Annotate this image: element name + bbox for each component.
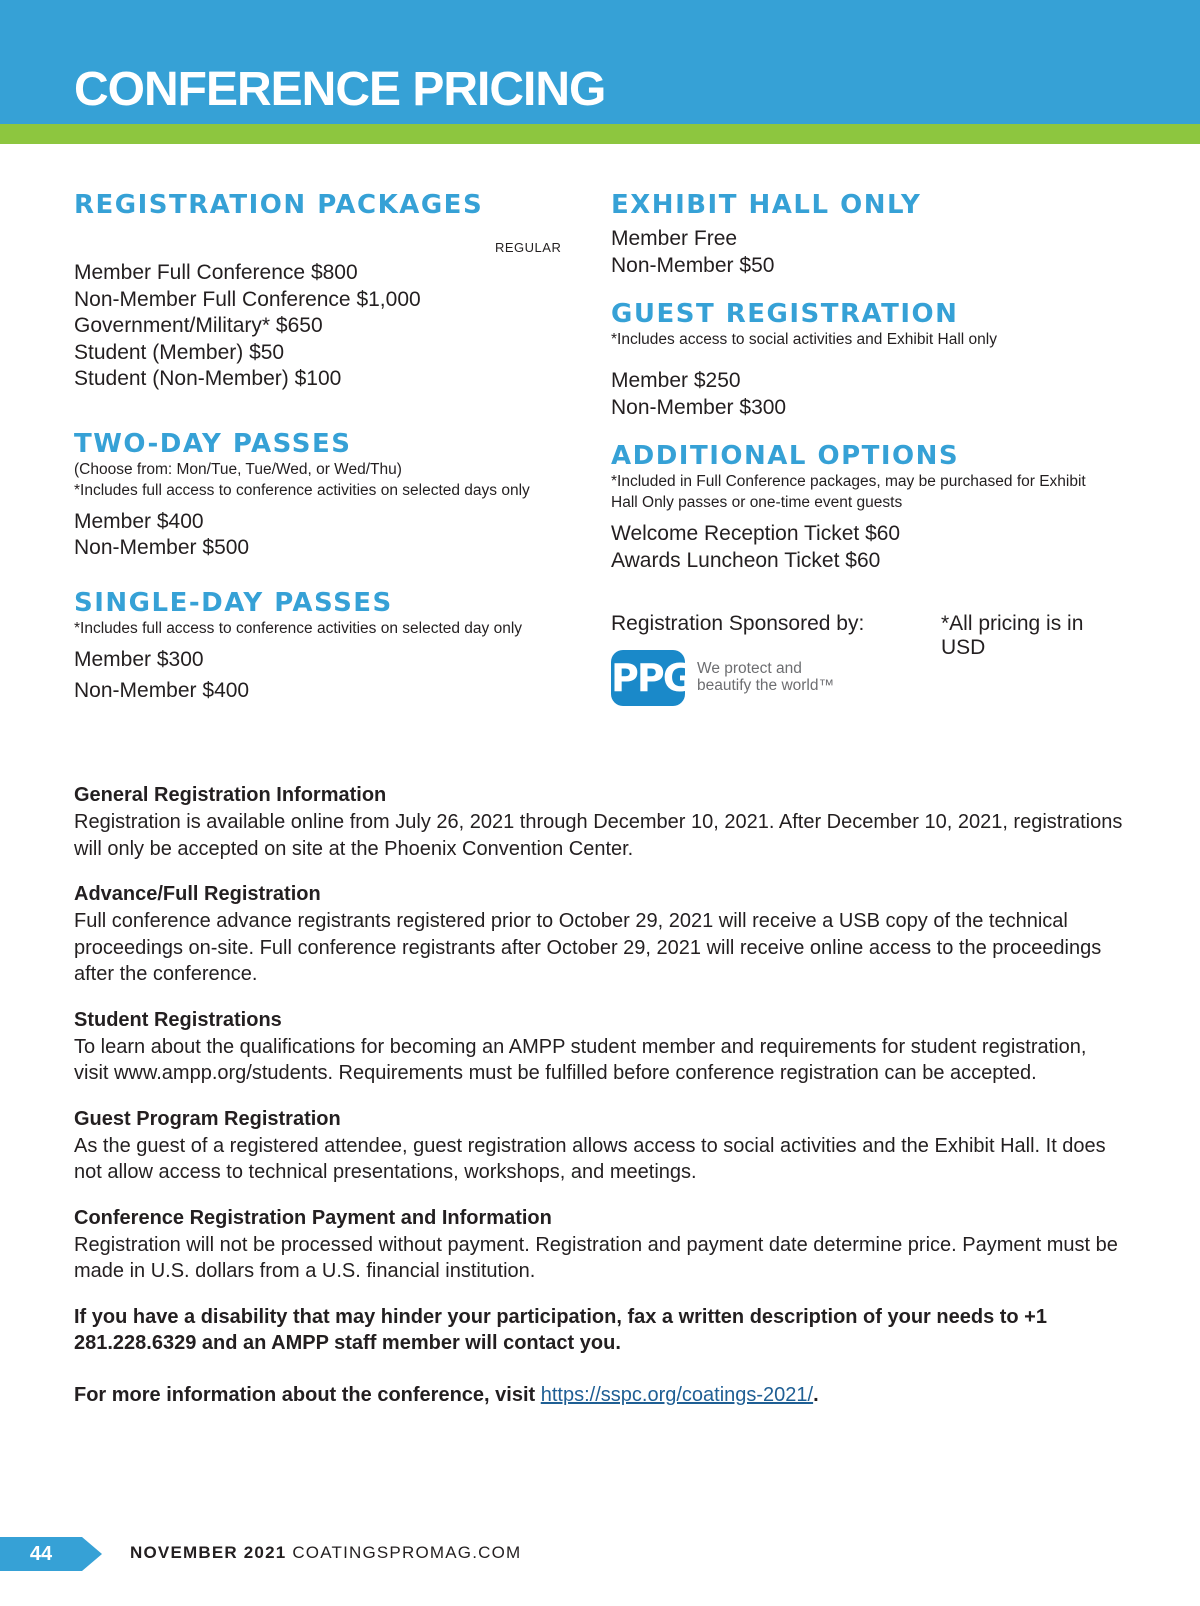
sponsor-line [611,612,1131,659]
ppg-tagline-line1: We protect and [697,660,802,677]
price-row [74,260,564,287]
two-day-note-access: *Includes full access to conference activities on selected days only [74,481,530,499]
info-body: Full conference advance registrants registered prior to October 29, 2021 will receive a USB copy of the technical proceedings on-site. Full conference registrants after October 29, 2021 will receive online access to the proceedings after the conference. [74,910,1102,985]
footer-site: COATINGSPROMAG.COM [292,1543,522,1562]
price-row-value: $60 [845,548,881,572]
price-row-value: Free [693,227,738,250]
ppg-tagline [697,660,834,694]
price-row [611,395,1131,422]
sponsor-label: Registration Sponsored by: [611,612,865,635]
price-row [611,368,1131,395]
price-row-label: Student (Non-Member) [74,367,289,390]
right-column [611,190,1131,706]
price-row-label: Welcome Reception Ticket [611,522,860,545]
price-row-label: Member [74,647,152,671]
disability-notice: If you have a disability that may hinder your participation, fax a written description of your needs to +1 281.228.6329 and an AMPP staff member will contact you. [74,1305,1047,1354]
additional-note: *Included in Full Conference packages, may be purchased for Exhibit Hall Only passes or one-time event guests [611,473,1086,511]
price-row-label: Government/Military* [74,314,271,337]
info-body: As the guest of a registered attendee, guest registration allows access to social activities and the Exhibit Hall. It does not allow access to technical presentations, workshops, and meetings. [74,1134,1106,1183]
price-row-label: Non-Member [611,395,734,419]
guest-note: *Includes access to social activities and Exhibit Hall only [611,331,997,348]
regular-label: REGULAR [495,240,562,255]
info-heading: General Registration Information [74,784,387,806]
price-row-value: $800 [310,261,358,284]
price-row-label: Member Full Conference [74,261,306,284]
info-body: Registration will not be processed without payment. Registration and payment date determine price. Payment must be made in U.S. dollars from a U.S. financial institution. [74,1233,1118,1282]
info-block-student [74,1007,1124,1087]
info-block-payment [74,1205,1124,1285]
guest-registration-heading: GUEST REGISTRATION [611,299,959,329]
price-row-value: $400 [202,678,250,702]
page-number: 44 [0,1537,82,1571]
ppg-tagline-line2: beautify the world™ [697,677,834,694]
more-info-line [74,1382,1124,1409]
two-day-note-days: (Choose from: Mon/Tue, Tue/Wed, or Wed/Thu) [74,460,402,478]
more-info-prefix: For more information about the conference, visit [74,1383,541,1406]
price-row-value: $300 [739,395,787,419]
price-row [74,647,564,678]
price-row-label: Member [611,369,689,392]
price-row [74,509,564,536]
price-row [74,535,564,562]
price-row-label: Member [74,509,152,533]
left-column [74,190,564,704]
more-info-suffix: . [813,1383,819,1406]
info-body: To learn about the qualifications for becoming an AMPP student member and requirements for student registration, visit www.ampp.org/students. Requirements must be fulfilled before conference registration can be accepted. [74,1035,1087,1084]
info-heading: Advance/Full Registration [74,883,321,905]
price-row [74,287,564,314]
price-row-value: $50 [249,340,285,364]
price-row-value: $500 [202,536,250,559]
price-row [74,678,564,705]
price-row-label: Non-Member [74,678,197,702]
price-row-value: $300 [156,647,204,671]
price-row-value: $250 [693,369,741,392]
page-title: CONFERENCE PRICING [74,63,606,116]
price-row [74,313,564,340]
ppg-logo: PPG [611,650,685,706]
price-row-value: $1,000 [356,287,421,311]
conference-website-link[interactable]: https://sspc.org/coatings-2021/ [540,1383,814,1406]
info-block-guest [74,1106,1124,1186]
price-row-value: $100 [294,367,342,390]
additional-options-heading: ADDITIONAL OPTIONS [611,441,960,471]
regular-column-header [74,238,564,256]
info-heading: Guest Program Registration [74,1107,341,1130]
price-row-value: $50 [739,253,775,277]
price-row [611,521,1131,548]
usd-note: *All pricing is in USD [941,612,1084,659]
price-row [611,253,1131,280]
page-number-arrow [82,1537,102,1571]
price-row-value: $60 [865,522,901,545]
two-day-passes-heading: TWO-DAY PASSES [74,428,352,459]
header-accent-stripe [0,124,1200,144]
exhibit-hall-heading: EXHIBIT HALL ONLY [611,190,922,220]
price-row [611,226,1131,253]
price-row-label: Non-Member Full Conference [74,287,351,311]
info-block-general [74,782,1124,862]
price-row-value: $650 [275,314,323,337]
registration-info [74,782,1124,1433]
footer-issue: NOVEMBER 2021 [130,1543,287,1562]
price-row-label: Non-Member [74,536,197,559]
price-row-value: $400 [156,509,204,533]
registration-packages-heading: REGISTRATION PACKAGES [74,190,484,220]
info-heading: Conference Registration Payment and Information [74,1206,552,1229]
price-row-label: Non-Member [611,253,734,277]
footer-issue-line [130,1543,521,1563]
price-row-label: Member [611,227,689,250]
price-row-label: Student (Member) [74,340,244,364]
single-day-passes-heading: SINGLE-DAY PASSES [74,587,393,618]
price-row [74,340,564,367]
single-day-note: *Includes full access to conference activities on selected day only [74,619,523,637]
info-block-advance [74,881,1124,988]
price-row [74,366,564,393]
info-body: Registration is available online from July 26, 2021 through December 10, 2021. After December 10, 2021, registrations will only be accepted on site at the Phoenix Convention Center. [74,811,1123,860]
price-row [611,548,1131,575]
info-heading: Student Registrations [74,1008,282,1031]
price-row-label: Awards Luncheon Ticket [611,548,840,572]
